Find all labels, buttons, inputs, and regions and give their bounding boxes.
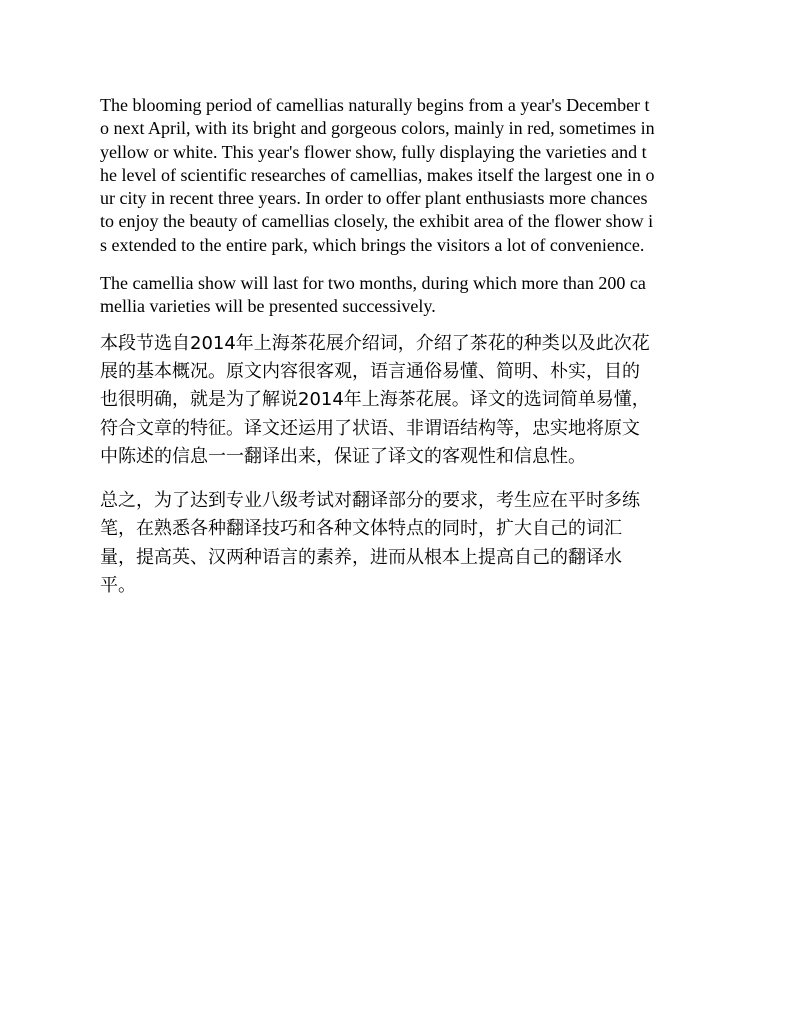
paragraph-camellia-show-duration: The camellia show will last for two months, during which more than 200 ca mellia varieties will be presented successively.	[100, 273, 646, 317]
paragraph-camellia-description: The blooming period of camellias naturally begins from a year's December t o next April, with its bright and gorgeous colors, mainly in red, sometimes in yellow or white. This year's flower show, fully displaying the varieties and t he level of scientific researches of camellias, makes itself the largest one in o ur city in recent three years. In order to offer plant enthusiasts more chances to enjoy the beauty of camellias closely, the exhibit area of the flower show i s extended to the entire park, which brings the visitors a lot of convenience.	[100, 95, 655, 255]
paragraph-conclusion: 总之，为了达到专业八级考试对翻译部分的要求，考生应在平时多练 笔，在熟悉各种翻译技巧和各种文体特点的同时，扩大自己的词汇 量，提高英、汉两种语言的素养，进而从根本上提高自己的翻译水 平。	[100, 489, 640, 596]
paragraph-translation-analysis: 本段节选自2014年上海茶花展介绍词，介绍了茶花的种类以及此次花 展的基本概况。原文内容很客观，语言通俗易懂、简明、朴实，目的 也很明确，就是为了解说2014年上海茶花展。译文的选词简单易懂， 符合文章的特征。译文还运用了状语、非谓语结构等，忠实地将原文 中陈述的信息一一翻译出来，保证了译文的客观性和信息性。	[100, 332, 650, 468]
document-page	[100, 94, 700, 600]
